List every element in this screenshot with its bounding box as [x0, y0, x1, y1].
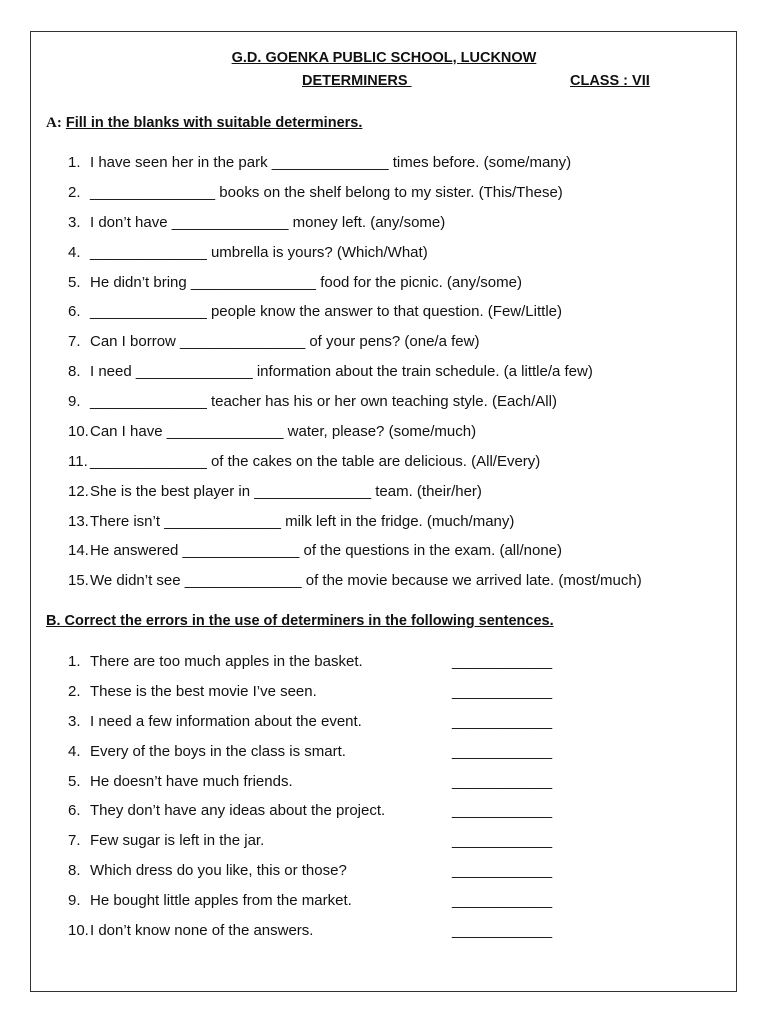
answer-line: ____________ [452, 802, 553, 819]
question-text: Can I borrow _______________ of your pens? (one/a few) [90, 333, 480, 350]
question-number: 10. [68, 922, 89, 939]
section-a-title: Fill in the blanks with suitable determiners. [65, 115, 363, 131]
question-b-1 [68, 653, 363, 670]
question-number: 2. [68, 184, 81, 201]
question-text: ______________ teacher has his or her own teaching style. (Each/All) [90, 393, 557, 410]
answer-line: ____________ [452, 773, 553, 790]
question-text: _______________ books on the shelf belong to my sister. (This/These) [90, 184, 563, 201]
question-b-4 [68, 743, 346, 760]
section-a-label: A: [46, 115, 62, 131]
question-a-10 [68, 423, 476, 440]
question-number: 4. [68, 244, 81, 261]
question-a-2 [68, 184, 563, 201]
question-text: Can I have ______________ water, please? (some/much) [90, 423, 477, 440]
question-text: ______________ umbrella is yours? (Which/What) [90, 244, 428, 261]
answer-line: ____________ [452, 832, 553, 849]
question-a-4 [68, 244, 428, 261]
question-text: He didn’t bring _______________ food for the picnic. (any/some) [90, 274, 522, 291]
question-text: There isn’t ______________ milk left in the fridge. (much/many) [90, 513, 515, 530]
question-number: 2. [68, 683, 81, 700]
question-a-7 [68, 333, 479, 350]
question-number: 6. [68, 303, 81, 320]
question-text: ______________ of the cakes on the table are delicious. (All/Every) [90, 453, 541, 470]
section-b-heading [46, 613, 554, 629]
question-text: Few sugar is left in the jar. [90, 832, 265, 849]
topic-title: DETERMINERS [302, 73, 412, 89]
question-text: There are too much apples in the basket. [90, 653, 363, 670]
school-title: G.D. GOENKA PUBLIC SCHOOL, LUCKNOW [231, 50, 537, 66]
question-a-8 [68, 363, 593, 380]
question-text: She is the best player in ______________ team. (their/her) [90, 483, 482, 500]
question-text: I have seen her in the park ______________ times before. (some/many) [90, 154, 572, 171]
question-a-11 [68, 453, 540, 470]
answer-line: ____________ [452, 862, 553, 879]
question-text: He answered ______________ of the questions in the exam. (all/none) [90, 542, 562, 559]
question-a-6 [68, 303, 562, 320]
question-text: These is the best movie I’ve seen. [90, 683, 317, 700]
question-a-5 [68, 274, 522, 291]
question-a-1 [68, 154, 571, 171]
answer-line: ____________ [452, 683, 553, 700]
question-b-7 [68, 832, 264, 849]
question-number: 11. [68, 453, 88, 470]
question-b-3 [68, 713, 362, 730]
question-a-12 [68, 483, 482, 500]
question-a-14 [68, 542, 562, 559]
section-b-title: B. Correct the errors in the use of determiners in the following sentences. [46, 613, 554, 629]
section-a-heading [46, 115, 362, 132]
question-number: 1. [68, 154, 81, 171]
question-number: 9. [68, 393, 81, 410]
question-b-6 [68, 802, 385, 819]
question-b-9 [68, 892, 352, 909]
question-text: I need a few information about the event. [90, 713, 362, 730]
question-text: We didn’t see ______________ of the movie because we arrived late. (most/much) [90, 572, 642, 589]
question-text: I don’t know none of the answers. [90, 922, 314, 939]
question-text: I need ______________ information about the train schedule. (a little/a few) [90, 363, 593, 380]
question-number: 14. [68, 542, 89, 559]
question-number: 3. [68, 214, 81, 231]
question-a-13 [68, 513, 514, 530]
question-number: 7. [68, 333, 81, 350]
question-number: 6. [68, 802, 81, 819]
question-b-10 [68, 922, 313, 939]
question-number: 8. [68, 862, 81, 879]
question-b-5 [68, 773, 293, 790]
question-a-9 [68, 393, 557, 410]
answer-line: ____________ [452, 713, 553, 730]
question-number: 4. [68, 743, 81, 760]
question-number: 9. [68, 892, 81, 909]
question-number: 5. [68, 773, 81, 790]
question-number: 8. [68, 363, 81, 380]
question-text: He bought little apples from the market. [90, 892, 352, 909]
question-number: 1. [68, 653, 81, 670]
class-label: CLASS : VII [570, 73, 650, 89]
question-a-3 [68, 214, 445, 231]
question-number: 12. [68, 483, 89, 500]
question-number: 13. [68, 513, 89, 530]
question-text: I don’t have ______________ money left. (any/some) [90, 214, 446, 231]
question-b-2 [68, 683, 317, 700]
answer-line: ____________ [452, 653, 553, 670]
question-text: ______________ people know the answer to that question. (Few/Little) [90, 303, 562, 320]
question-text: Which dress do you like, this or those? [90, 862, 347, 879]
question-number: 7. [68, 832, 81, 849]
answer-line: ____________ [452, 892, 553, 909]
question-b-8 [68, 862, 347, 879]
answer-line: ____________ [452, 743, 553, 760]
question-number: 15. [68, 572, 89, 589]
question-number: 10. [68, 423, 89, 440]
question-number: 3. [68, 713, 81, 730]
question-text: Every of the boys in the class is smart. [90, 743, 346, 760]
question-number: 5. [68, 274, 81, 291]
answer-line: ____________ [452, 922, 553, 939]
question-text: They don’t have any ideas about the project. [90, 802, 386, 819]
question-text: He doesn’t have much friends. [90, 773, 293, 790]
question-a-15 [68, 572, 642, 589]
